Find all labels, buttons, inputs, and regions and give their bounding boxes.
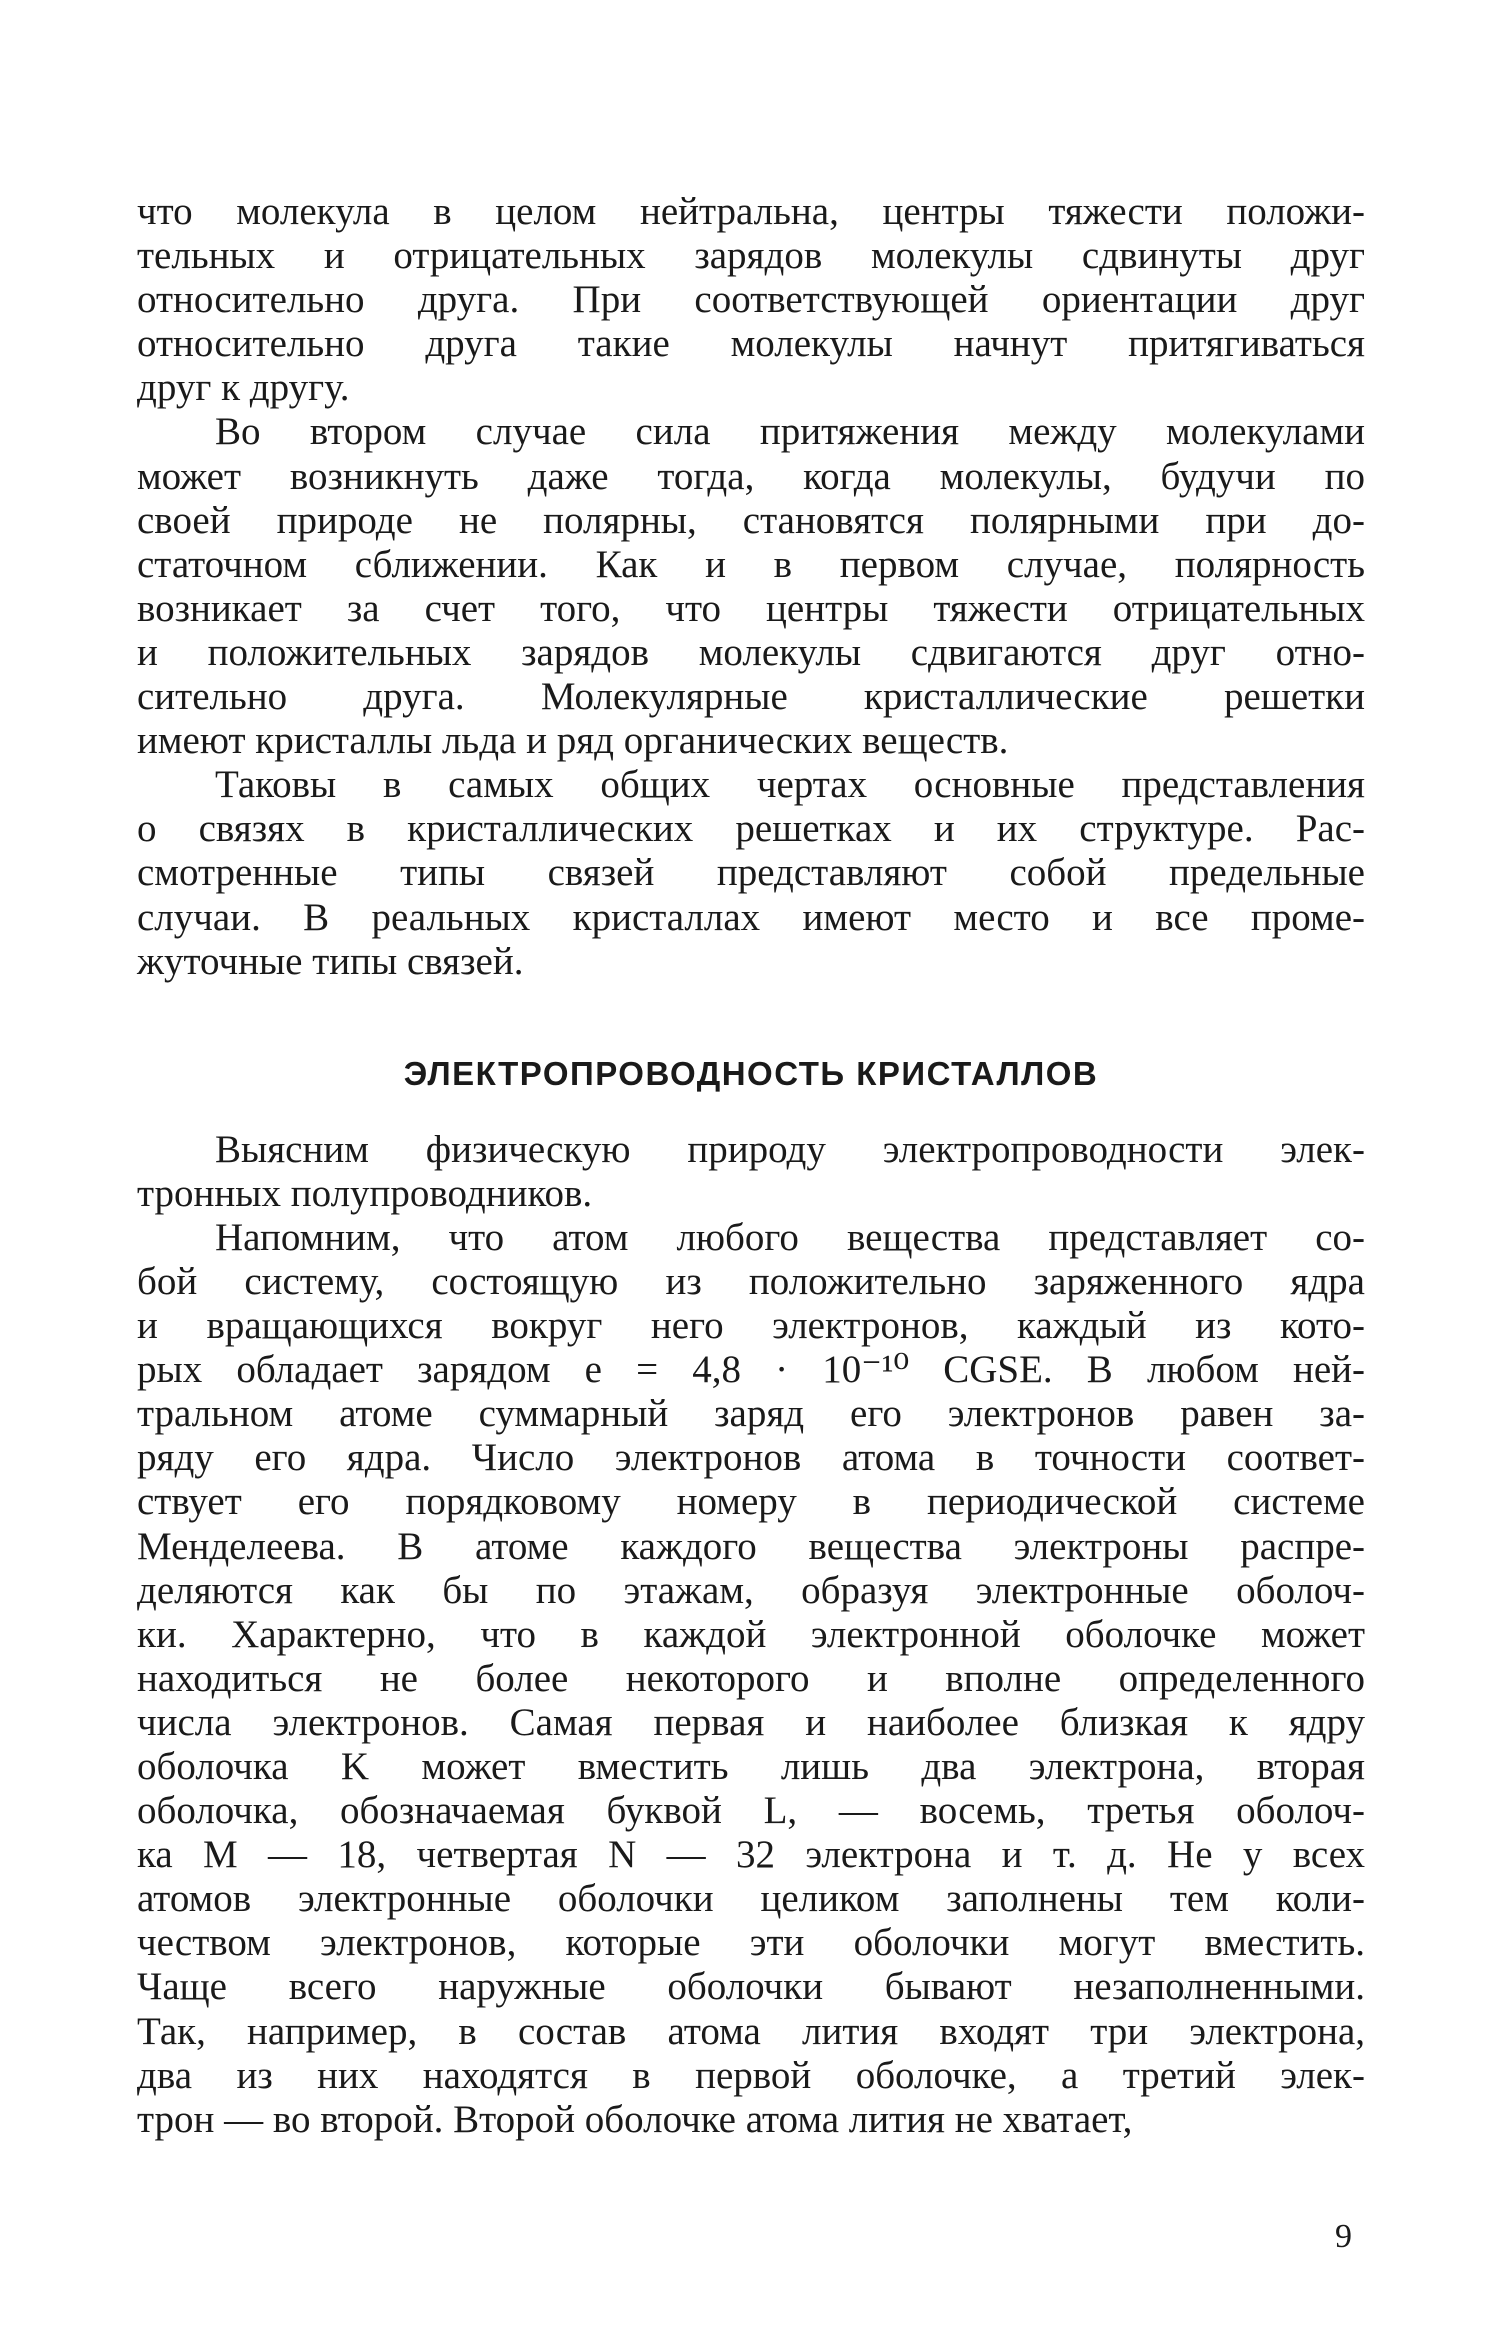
text-line: Таковы в самых общих чертах основные представления bbox=[215, 763, 1365, 807]
text-line: статочном сближении. Как и в первом случае, полярность bbox=[137, 542, 1365, 586]
text-line: относительно друга. При соответствующей ориентации друг bbox=[137, 278, 1365, 322]
text-line: Во втором случае сила притяжения между молекулами bbox=[215, 410, 1365, 454]
text-line: что молекула в целом нейтральна, центры тяжести положи- bbox=[137, 190, 1365, 233]
text-line: имеют кристаллы льда и ряд органических веществ. bbox=[137, 719, 1009, 763]
text-line: тральном атоме суммарный заряд его электронов равен за- bbox=[137, 1392, 1365, 1436]
paragraph bbox=[137, 763, 1365, 983]
text-line: оболочка, обозначаемая буквой L, — восемь, третья оболоч- bbox=[137, 1789, 1365, 1833]
text-line: Выясним физическую природу электропроводности элек- bbox=[215, 1127, 1365, 1171]
text-line: жуточные типы связей. bbox=[137, 939, 524, 983]
text-line: относительно друга такие молекулы начнут притягиваться bbox=[137, 322, 1365, 366]
text-line: рых обладает зарядом e = 4,8 · 10⁻¹⁰ CGSE. В любом ней- bbox=[137, 1348, 1365, 1392]
text-line: Напомним, что атом любого вещества представляет со- bbox=[215, 1215, 1365, 1259]
text-line: и вращающихся вокруг него электронов, каждый из кото- bbox=[137, 1304, 1365, 1348]
text-line: ка M — 18, четвертая N — 32 электрона и т. д. Не у всех bbox=[137, 1833, 1365, 1877]
text-line: возникает за счет того, что центры тяжести отрицательных bbox=[137, 586, 1365, 630]
section-heading: ЭЛЕКТРОПРОВОДНОСТЬ КРИСТАЛЛОВ bbox=[403, 1054, 1099, 1092]
text-line: может возникнуть даже тогда, когда молекулы, будучи по bbox=[137, 454, 1365, 498]
text-line: Так, например, в состав атома лития входят три электрона, bbox=[137, 2009, 1365, 2053]
text-line: Чаще всего наружные оболочки бывают незаполненными. bbox=[137, 1965, 1365, 2009]
text-line: трон — во второй. Второй оболочке атома лития не хватает, bbox=[137, 2097, 1133, 2141]
page-number: 9 bbox=[1335, 2218, 1352, 2255]
text-block-top bbox=[137, 190, 1365, 984]
paragraph bbox=[137, 190, 1365, 410]
text-line: ствует его порядковому номеру в периодической системе bbox=[137, 1480, 1365, 1524]
text-line: и положительных зарядов молекулы сдвигаются друг отно- bbox=[137, 630, 1365, 674]
text-line: о связях в кристаллических решетках и их структуре. Рас- bbox=[137, 807, 1365, 851]
text-line: друг к другу. bbox=[137, 366, 350, 410]
paragraph bbox=[137, 410, 1365, 763]
text-line: смотренные типы связей представляют собой предельные bbox=[137, 851, 1365, 895]
text-line: находиться не более некоторого и вполне определенного bbox=[137, 1656, 1365, 1700]
text-line: сительно друга. Молекулярные кристаллические решетки bbox=[137, 675, 1365, 719]
text-line: тронных полупроводников. bbox=[137, 1171, 593, 1215]
text-line: атомов электронные оболочки целиком заполнены тем коли- bbox=[137, 1877, 1365, 1921]
text-line: деляются как бы по этажам, образуя электронные оболоч- bbox=[137, 1568, 1365, 1612]
text-line: своей природе не полярны, становятся полярными при до- bbox=[137, 498, 1365, 542]
text-line: чеством электронов, которые эти оболочки могут вместить. bbox=[137, 1921, 1365, 1965]
text-line: Менделеева. В атоме каждого вещества электроны распре- bbox=[137, 1524, 1365, 1568]
text-line: бой систему, состоящую из положительно заряженного ядра bbox=[137, 1259, 1365, 1303]
text-line: ряду его ядра. Число электронов атома в точности соответ- bbox=[137, 1436, 1365, 1480]
text-block-bottom bbox=[137, 1128, 1365, 2142]
text-line: два из них находятся в первой оболочке, а третий элек- bbox=[137, 2053, 1365, 2097]
document-page bbox=[137, 190, 1365, 2142]
text-line: тельных и отрицательных зарядов молекулы сдвинуты друг bbox=[137, 234, 1365, 278]
text-line: ки. Характерно, что в каждой электронной оболочке может bbox=[137, 1612, 1365, 1656]
text-line: случаи. В реальных кристаллах имеют место и все проме- bbox=[137, 895, 1365, 939]
paragraph bbox=[137, 1216, 1365, 2142]
text-line: оболочка K может вместить лишь два электрона, вторая bbox=[137, 1745, 1365, 1788]
paragraph bbox=[137, 1128, 1365, 1216]
text-line: числа электронов. Самая первая и наиболее близкая к ядру bbox=[137, 1700, 1365, 1744]
